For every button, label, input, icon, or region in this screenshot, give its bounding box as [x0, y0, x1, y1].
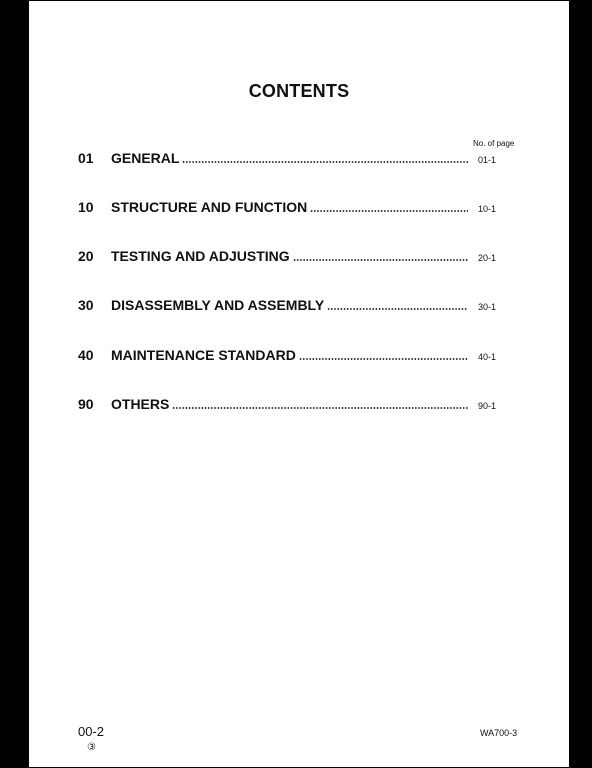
toc-number: 30: [78, 297, 94, 313]
page-title: CONTENTS: [248, 81, 350, 101]
toc-page: 01-1: [478, 155, 497, 165]
toc-page: 30-1: [478, 302, 497, 312]
toc-entry-maintenance-standard[interactable]: [78, 345, 508, 363]
toc-label: DISASSEMBLY AND ASSEMBLY: [111, 297, 325, 313]
dot-leader: [182, 161, 468, 163]
toc-label: TESTING AND ADJUSTING: [111, 248, 290, 264]
dot-leader: [310, 210, 468, 212]
toc-page: 40-1: [478, 352, 497, 362]
toc-number: 10: [78, 199, 94, 215]
toc-entry-general[interactable]: [78, 148, 508, 166]
footer-model: WA700-3: [480, 728, 518, 738]
dot-leader: [299, 358, 468, 360]
toc-label: STRUCTURE AND FUNCTION: [111, 199, 308, 215]
toc-entry-testing-and-adjusting[interactable]: [78, 246, 508, 264]
toc-entry-structure-and-function[interactable]: [78, 197, 508, 215]
toc-page: 10-1: [478, 204, 497, 214]
toc-label: MAINTENANCE STANDARD: [111, 347, 296, 363]
toc-label: OTHERS: [111, 396, 170, 412]
toc-number: 90: [78, 396, 94, 412]
revision-mark-icon: ③: [87, 742, 96, 753]
dot-leader: [327, 308, 468, 310]
toc-page: 90-1: [478, 401, 497, 411]
dot-leader: [172, 407, 468, 409]
toc-entry-disassembly-and-assembly[interactable]: [78, 295, 508, 313]
toc-label: GENERAL: [111, 150, 180, 166]
toc-number: 20: [78, 248, 94, 264]
toc-number: 01: [78, 150, 94, 166]
footer-page-number: 00-2: [78, 724, 105, 739]
toc-entry-others[interactable]: [78, 394, 508, 412]
dot-leader: [293, 259, 468, 261]
toc-page: 20-1: [478, 253, 497, 263]
toc-number: 40: [78, 347, 94, 363]
document-page: [29, 1, 569, 767]
page-column-header: No. of page: [473, 139, 515, 148]
